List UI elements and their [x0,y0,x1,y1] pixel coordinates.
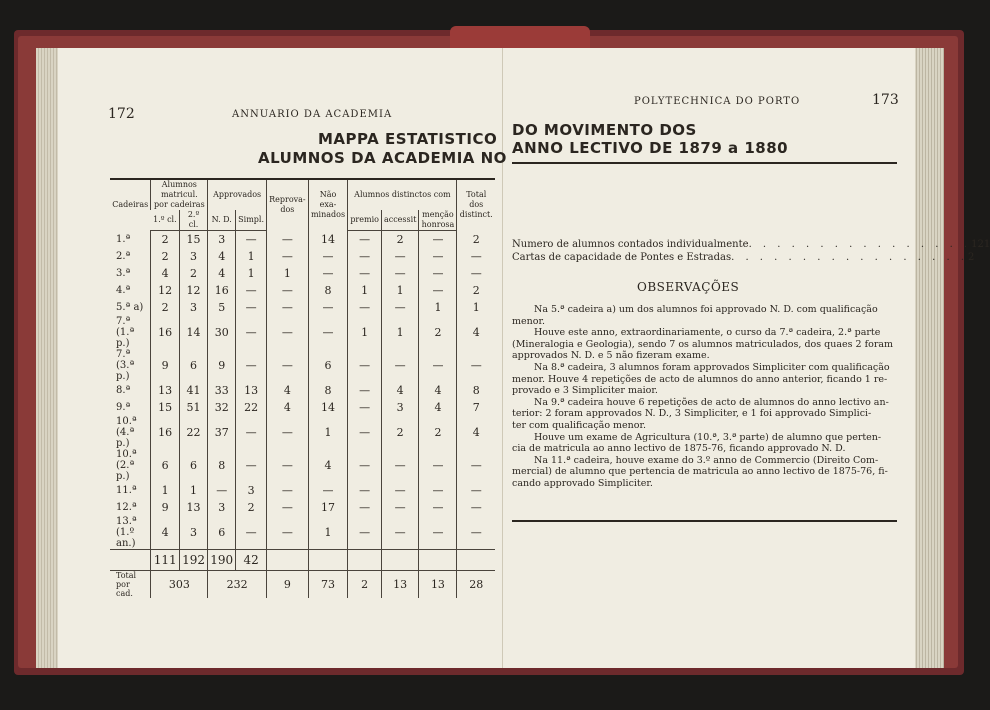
summary-block [512,238,990,264]
table-cell-c1: 16 [151,316,179,349]
table-cell-acc: — [381,516,418,550]
sum-cell-nd: 190 [208,550,236,571]
table-cell-nex: 17 [308,499,348,516]
total-cell-nex: 73 [308,571,348,599]
table-cell-nex: — [308,299,348,316]
table-cell-rep: 4 [267,382,309,399]
observation-line: Na 9.ª cadeira houve 6 repetições de acto de alumnos do anno lectivo an- [534,396,889,408]
table-cell-c1: 13 [151,382,179,399]
summary-label: Cartas de capacidade de Pontes e Estradas [512,252,732,263]
table-cell-tot: 1 [457,299,495,316]
sum-cell-empty [308,550,348,571]
table-cell-men: — [419,449,457,482]
observation-line: mercial) de alumno que pertencia de matricula ao anno lectivo de 1875-76, fi- [512,466,888,478]
table-cell-pre: — [348,349,382,382]
title-left-line1: MAPPA ESTATISTICO [318,130,498,148]
col-matriculados: Alumnos matricul. por cadeiras [151,180,208,210]
table-cell-simpl: 13 [236,382,267,399]
table-cell-c2: 51 [179,399,207,416]
table-cell-c2: 6 [179,449,207,482]
table-cell-cad: 5.ª a) [116,302,144,313]
table-cell-tot: — [457,516,495,550]
sum-cell-empty [267,550,309,571]
table-cell-cad: 12.ª [116,502,137,513]
table-cell-pre: — [348,265,382,282]
table-cell-cad: 1.ª [116,233,131,245]
table-cell-cad: 13.ª (1.º an.) [116,516,137,549]
total-cell-matric: 303 [151,571,208,599]
observation-line: cando approvado Simpliciter. [512,477,653,489]
observation-line: cia de matricula ao anno lectivo de 1875-76, ficando approvado N. D. [512,443,846,455]
table-row [110,416,495,449]
table-row [110,516,495,550]
table-cell-nex: — [308,248,348,265]
table-cell-rep: — [267,482,309,499]
table-cell-nd: 16 [208,282,236,299]
running-head-left: ANNUARIO DA ACADEMIA [232,109,393,120]
table-cell-tot: 2 [457,231,495,249]
summary-label: Numero de alumnos contados individualmente [512,239,749,250]
table-cell-pre: — [348,416,382,449]
table-cell-c2: 1 [179,482,207,499]
sum-cell-simpl: 42 [236,550,267,571]
observation-line: Houve um exame de Agricultura (10.ª, 3.ª parte) de alumno que perten- [534,431,882,443]
total-cell-approv: 232 [208,571,267,599]
table-cell-c1: 2 [151,248,179,265]
table-cell-cad: 2.ª [116,251,131,262]
table-cell-tot: 2 [457,282,495,299]
table-row [110,482,495,499]
table-cell-nex: 8 [308,382,348,399]
table-cell-acc: — [381,499,418,516]
table-cell-pre: 1 [348,282,382,299]
table-cell-rep: 1 [267,265,309,282]
table-cell-men: — [419,231,457,249]
table-cell-acc: 1 [381,282,418,299]
table-cell-simpl: — [236,316,267,349]
total-cell-acc: 13 [381,571,418,599]
observation-line: Na 11.ª cadeira, houve exame do 3.º anno de Commercio (Direito Com- [534,454,879,466]
running-head-right: POLYTECHNICA DO PORTO [634,96,801,107]
table-cell-nex: 14 [308,399,348,416]
table-cell-nex: 4 [308,449,348,482]
page-number-right: 173 [872,92,899,108]
observacoes-text [512,304,897,490]
observation-line: approvados N. D. e 5 não fizeram exame. [512,350,710,362]
table-cell-simpl: — [236,231,267,249]
table-cell-pre: — [348,499,382,516]
sub-simpl: Simpl. [236,210,267,231]
table-cell-pre: — [348,231,382,249]
observation-line: menor. Houve 4 repetições de acto de alumnos do anno anterior, ficando 1 re- [512,373,888,385]
table-cell-simpl: — [236,449,267,482]
table-cell-nex: — [308,265,348,282]
total-cell-label: Total por cad. [110,571,151,599]
table-cell-rep: — [267,299,309,316]
table-cell-acc: — [381,349,418,382]
table-cell-c2: 2 [179,265,207,282]
table-cell-nd: 4 [208,265,236,282]
sum-cell-c2: 192 [179,550,207,571]
table-row [110,248,495,265]
summary-value: 2 [968,252,975,263]
table-cell-cad: 11.ª [116,485,137,496]
table-cell-tot: — [457,449,495,482]
table-cell-pre: — [348,248,382,265]
sum-cell-empty [419,550,457,571]
table-cell-cad: 10.ª (4.ª p.) [116,416,137,449]
table-row [110,299,495,316]
table-cell-nex: 6 [308,349,348,382]
page-stack-left [36,48,60,668]
table-cell-acc: 2 [381,416,418,449]
table-cell-men: 2 [419,316,457,349]
table-cell-cad: 7.ª (3.ª p.) [116,349,135,382]
table-cell-cad: 9.ª [116,402,131,413]
table-row [110,231,495,249]
observation-line: provado e 3 Simpliciter maior. [512,385,658,397]
summary-row: Cartas de capacidade de Pontes e Estradas . . . . . . . . . . . . . . . . . 2 [512,252,975,263]
table-cell-simpl: — [236,282,267,299]
table-cell-c2: 22 [179,416,207,449]
sub-2cl: 2.º cl. [179,210,207,231]
total-cell-rep: 9 [267,571,309,599]
table-cell-tot: — [457,265,495,282]
table-cell-c2: 6 [179,349,207,382]
table-row [110,449,495,482]
table-cell-men: 1 [419,299,457,316]
col-approvados: Approvados [208,180,267,210]
table-cell-tot: — [457,248,495,265]
sub-mencao: menção honrosa [419,210,457,231]
table-row [110,316,495,349]
table-cell-nd: 4 [208,248,236,265]
table-cell-tot: 7 [457,399,495,416]
table-cell-c2: 15 [179,231,207,249]
sum-cell-empty [348,550,382,571]
sub-nd: N. D. [208,210,236,231]
table-cell-men: 4 [419,399,457,416]
table-cell-rep: — [267,316,309,349]
observation-line: ter com qualificação menor. [512,419,647,431]
table-cell-acc: — [381,248,418,265]
table-cell-pre: — [348,449,382,482]
table-row [110,382,495,399]
table-cell-nd: 6 [208,516,236,550]
table-cell-nex: 1 [308,516,348,550]
table-cell-acc: 4 [381,382,418,399]
table-cell-c1: 9 [151,349,179,382]
observation-line: (Mineralogia e Geologia), sendo 7 os alumnos matriculados, dos quaes 2 foram [512,338,894,350]
summary-row: Numero de alumnos contados individualmente . . . . . . . . . . . . . . . . 121 [512,239,990,250]
table-cell-nex: — [308,482,348,499]
summary-value: 121 [971,239,990,250]
table-cell-pre: 1 [348,316,382,349]
total-row [110,571,495,599]
table-cell-men: — [419,282,457,299]
col-cadeiras: Cadeiras [112,200,149,210]
table-cell-acc: — [381,299,418,316]
table-cell-c2: 3 [179,248,207,265]
table-cell-nd: 9 [208,349,236,382]
table-cell-simpl: — [236,416,267,449]
table-cell-tot: — [457,349,495,382]
table-cell-tot: 8 [457,382,495,399]
table-cell-tot: — [457,482,495,499]
table-cell-simpl: 2 [236,499,267,516]
sub-1cl: 1.º cl. [151,210,179,231]
table-cell-c1: 1 [151,482,179,499]
table-cell-c2: 41 [179,382,207,399]
table-cell-nd: 3 [208,231,236,249]
table-cell-rep: — [267,231,309,249]
observacoes-title: OBSERVAÇÕES [637,280,740,294]
table-cell-c1: 15 [151,399,179,416]
sub-accessit: accessit [381,210,418,231]
col-reprovados: Reprova-dos [267,180,309,231]
table-cell-rep: 4 [267,399,309,416]
col-distinctos: Alumnos distinctos com [348,180,457,210]
table-cell-cad: 7.ª (1.ª p.) [116,316,135,349]
table-cell-men: — [419,499,457,516]
table-cell-c1: 4 [151,516,179,550]
table-cell-acc: — [381,449,418,482]
observation-line: terior: 2 foram approvados N. D., 3 Simpliciter, e 1 foi approvado Simplici- [512,408,872,420]
sum-cell-empty [381,550,418,571]
title-left-line2: ALUMNOS DA ACADEMIA NO [258,149,507,167]
table-cell-tot: — [457,499,495,516]
table-cell-nex: 1 [308,416,348,449]
table-cell-rep: — [267,282,309,299]
table-cell-men: — [419,482,457,499]
sum-cell-c1: 111 [151,550,179,571]
table-cell-pre: — [348,482,382,499]
table-cell-c2: 14 [179,316,207,349]
table-cell-acc: 2 [381,231,418,249]
sub-premio: premio [348,210,382,231]
table-cell-simpl: — [236,349,267,382]
table-cell-rep: — [267,516,309,550]
table-cell-nd: 3 [208,499,236,516]
table-cell-c2: 3 [179,516,207,550]
table-cell-nd: 32 [208,399,236,416]
table-cell-rep: — [267,248,309,265]
table-cell-men: — [419,349,457,382]
table-cell-rep: — [267,449,309,482]
table-cell-simpl: 1 [236,265,267,282]
table-cell-simpl: 1 [236,248,267,265]
table-cell-c2: 3 [179,299,207,316]
title-right-line2: ANNO LECTIVO DE 1879 a 1880 [512,139,789,157]
table-cell-nd: 33 [208,382,236,399]
table-cell-acc: 1 [381,316,418,349]
table-cell-acc: — [381,265,418,282]
table-cell-men: — [419,516,457,550]
table-cell-c1: 12 [151,282,179,299]
sum-row [110,550,495,571]
observation-line: Houve este anno, extraordinariamente, o curso da 7.ª cadeira, 2.ª parte [534,327,881,339]
table-cell-nd: 30 [208,316,236,349]
table-cell-simpl: — [236,299,267,316]
table-cell-cad: 10.ª (2.ª p.) [116,449,137,482]
table-row [110,282,495,299]
table-cell-tot: 4 [457,316,495,349]
table-cell-men: — [419,265,457,282]
table-row [110,399,495,416]
table-cell-cad: 4.ª [116,285,131,296]
table-cell-c1: 2 [151,299,179,316]
table-cell-pre: — [348,399,382,416]
table-cell-c1: 16 [151,416,179,449]
observation-line: Na 5.ª cadeira a) um dos alumnos foi approvado N. D. com qualificação [534,304,878,315]
title-right-line1: DO MOVIMENTO DOS [512,121,697,139]
table-cell-rep: — [267,499,309,516]
table-cell-men: 2 [419,416,457,449]
right-top-rule [512,162,897,164]
table-cell-pre: — [348,299,382,316]
table-row [110,265,495,282]
sum-cell-empty [110,550,151,571]
table-cell-pre: — [348,516,382,550]
observation-line: Na 8.ª cadeira, 3 alumnos foram approvados Simpliciter com qualificação [534,361,890,373]
book-spine [450,26,590,48]
sum-cell-empty [457,550,495,571]
total-cell-men: 13 [419,571,457,599]
table-cell-cad: 3.ª [116,268,131,279]
table-cell-nex: 14 [308,231,348,249]
table-row [110,349,495,382]
table-cell-acc: — [381,482,418,499]
table-cell-acc: 3 [381,399,418,416]
table-cell-nex: 8 [308,282,348,299]
total-cell-pre: 2 [348,571,382,599]
table-cell-nd: 5 [208,299,236,316]
table-cell-c1: 9 [151,499,179,516]
table-cell-simpl: — [236,516,267,550]
table-cell-nd: 37 [208,416,236,449]
table-cell-nd: 8 [208,449,236,482]
table-cell-c1: 2 [151,231,179,249]
table-row [110,499,495,516]
total-cell-tot: 28 [457,571,495,599]
table-cell-rep: — [267,349,309,382]
table-cell-c2: 12 [179,282,207,299]
table-cell-simpl: 3 [236,482,267,499]
table-cell-nd: — [208,482,236,499]
table-cell-c1: 4 [151,265,179,282]
col-total-distinctos: Total dos distinct. [457,180,495,231]
table-cell-men: — [419,248,457,265]
table-cell-c1: 6 [151,449,179,482]
observation-line: menor. [512,315,545,327]
col-nao-examinados: Não exa-minados [308,180,348,231]
table-cell-pre: — [348,382,382,399]
right-bottom-rule [512,520,897,522]
page-number-left: 172 [108,106,135,122]
table-cell-nex: — [308,316,348,349]
table-cell-simpl: 22 [236,399,267,416]
table-cell-c2: 13 [179,499,207,516]
table-cell-tot: 4 [457,416,495,449]
table-cell-rep: — [267,416,309,449]
statistics-table [110,180,495,598]
page-stack-right [914,48,944,668]
table-cell-men: 4 [419,382,457,399]
table-cell-cad: 8.ª [116,385,131,396]
